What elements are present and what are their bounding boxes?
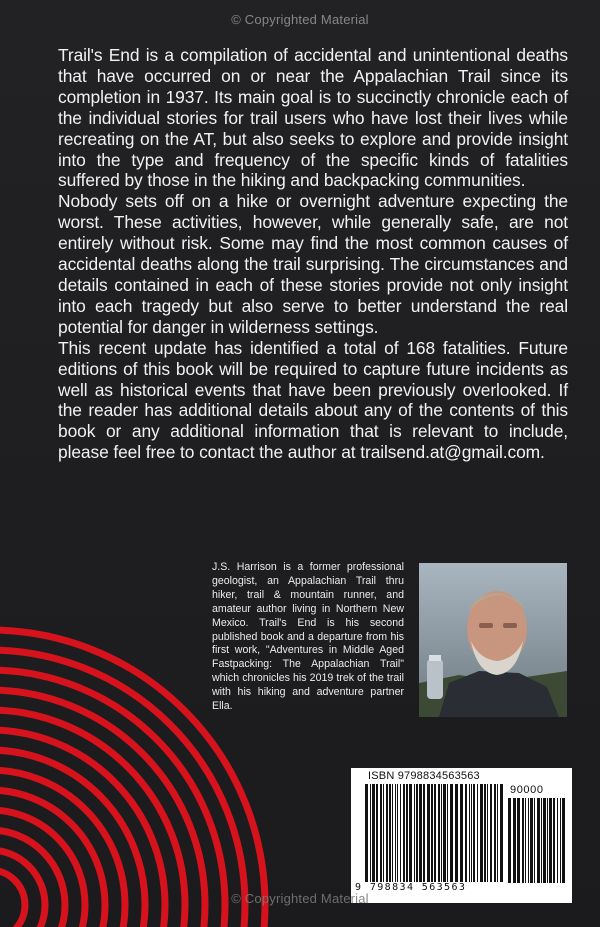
barcode-bar: [431, 784, 433, 882]
barcode-bar: [447, 784, 448, 882]
barcode-bar: [553, 798, 555, 883]
barcode-bar: [537, 798, 540, 883]
barcode-bar: [414, 784, 415, 882]
barcode-bar: [487, 784, 488, 882]
barcode-bar: [543, 798, 546, 883]
barcode-bar: [400, 784, 401, 882]
barcode-bar: [517, 798, 520, 883]
barcode-bar: [497, 784, 498, 882]
barcode-bar: [525, 798, 526, 883]
barcode-bar: [389, 784, 391, 882]
barcode-bar: [490, 784, 492, 882]
barcode-bar: [480, 784, 483, 882]
barcode-bar: [528, 798, 529, 883]
barcode-bar: [484, 784, 486, 882]
barcode-bar: [450, 784, 453, 882]
barcode-bar: [409, 784, 412, 882]
barcode-bar: [500, 784, 503, 882]
isbn-label: ISBN 9798834563563: [368, 770, 480, 782]
barcode-bar: [460, 784, 463, 882]
barcode-bar: [471, 784, 472, 882]
isbn-barcode: [365, 784, 503, 882]
price-barcode: [508, 798, 568, 883]
barcode-bar: [392, 784, 393, 882]
barcode-bar: [477, 784, 478, 882]
barcode-bar: [380, 784, 382, 882]
author-photo: [419, 563, 567, 717]
barcode-bar: [513, 798, 516, 883]
description-paragraph: Trail's End is a compilation of accidental and unintentional deaths that have occurred on or near the Appalachian Trail since its completion in 1937. Its main goal is to succinctly chronicle each of the individual stories for trail users who have lost their lives while recreating on the AT, but also seeks to explore and provide insight into the type and frequency of the specific kinds of fatalities suffered by those in the hiking and backpacking communities.: [58, 45, 568, 191]
barcode-bar: [438, 784, 440, 882]
barcode-bar: [416, 784, 418, 882]
barcode-bar: [383, 784, 384, 882]
barcode-bar: [494, 784, 496, 882]
barcode-bar: [395, 784, 396, 882]
barcode-bar: [508, 798, 511, 883]
barcode-bar: [469, 784, 470, 882]
barcode-bar: [455, 784, 458, 882]
barcode-bar: [530, 798, 533, 883]
barcode-bar: [397, 784, 398, 882]
barcode-bar: [434, 784, 436, 882]
barcode-bar: [557, 798, 558, 883]
price-code: 90000: [510, 784, 544, 796]
barcode-bar: [406, 784, 408, 882]
description-paragraph: This recent update has identified a total of 168 fatalities. Future editions of this book will be required to capture future incidents as well as historical events that have been previously overlooked. If the reader has additional details about any of the contents of this book or any additional information that is relevant to include, please feel free to contact the author at trailsend.at@gmail.com.: [58, 337, 568, 463]
barcode-bar: [473, 784, 475, 882]
barcode-bar: [386, 784, 388, 882]
barcode-bar: [560, 798, 561, 883]
book-description: [58, 45, 568, 463]
barcode-bar: [547, 798, 548, 883]
barcode-bar: [549, 798, 552, 883]
barcode-bar: [423, 784, 425, 882]
description-paragraph: Nobody sets off on a hike or overnight adventure expecting the worst. These activities, however, while generally safe, are not entirely without risk. Some may find the most common causes of accidental deaths along the trail surprising. The circumstances and details contained in each of these stories provide not only insight into each tragedy but also serve to better understand the real potential for danger in wilderness settings.: [58, 191, 568, 337]
isbn-digits: 9 798834 563563: [355, 882, 467, 893]
barcode-bar: [541, 798, 542, 883]
barcode-bar: [443, 784, 446, 882]
barcode-bar: [465, 784, 467, 882]
barcode-bar: [441, 784, 442, 882]
barcode-bar: [427, 784, 430, 882]
barcode-bar: [562, 798, 565, 883]
barcode-bar: [403, 784, 405, 882]
barcode-bar: [372, 784, 375, 882]
author-bio: J.S. Harrison is a former professional geologist, an Appalachian Trail thru hiker, trail & mountain runner, and amateur author living in Northern New Mexico. Trail's End is his second published book and a departure from his first work, "Adventures in Middle Aged Fastpacking: The Appalachian Trail" which chronicles his 2019 trek of the trail with his hiking and adventure partner Ella.: [212, 561, 404, 713]
barcode-bar: [365, 784, 368, 882]
barcode-bar: [370, 784, 371, 882]
barcode-bar: [522, 798, 524, 883]
barcode-bar: [376, 784, 378, 882]
copyright-watermark-bottom: © Copyrighted Material: [231, 891, 369, 906]
barcode-bar: [419, 784, 422, 882]
copyright-watermark: © Copyrighted Material: [231, 12, 369, 27]
barcode-bar: [534, 798, 535, 883]
